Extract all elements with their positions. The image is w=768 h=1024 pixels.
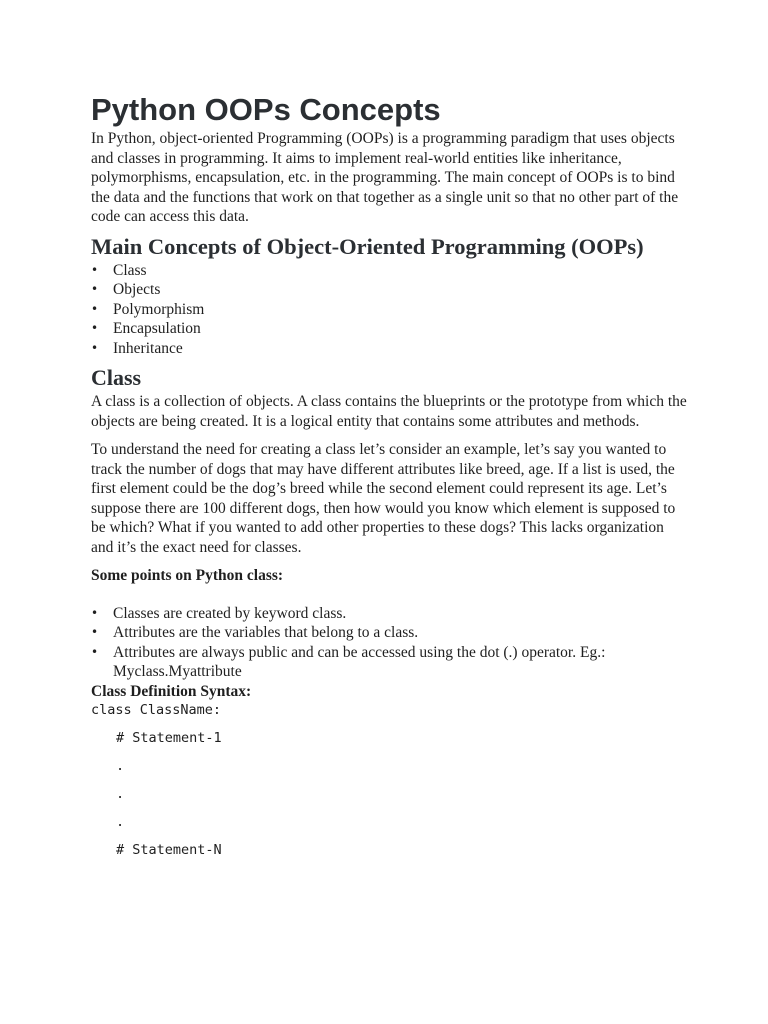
class-heading: Class [91, 365, 142, 390]
class-paragraph-2: To understand the need for creating a class let’s consider an example, let’s say you wanted to track the number of dogs that may have different attributes like breed, age. If a list is used, the first element could be the dog’s breed while the second element could represent its age. Let’s suppose there are 100 different dogs, then how would you know which element is supposed to be which? What if you wanted to add other properties to these dogs? This lacks organization and it’s the exact need for classes. [91, 441, 676, 556]
code-line: . [116, 757, 125, 774]
syntax-title: Class Definition Syntax: [91, 682, 252, 700]
main-concepts-heading: Main Concepts of Object-Oriented Programming (OOPs) [91, 233, 644, 259]
document-page [91, 92, 687, 860]
code-line: # Statement-N [116, 841, 222, 858]
intro-paragraph: In Python, object-oriented Programming (OOPs) is a programming paradigm that uses objects and classes in programming. It aims to implement real-world entities like inheritance, polymorphisms, encapsulation, etc. in the programming. The main concept of OOPs is to bind the data and the functions that work on that together as a single unit so that no other part of the code can access this data. [91, 130, 679, 225]
list-item: • Class [91, 261, 687, 281]
code-line: # Statement-1 [116, 729, 222, 746]
class-points-list [91, 604, 687, 682]
code-first-line: class ClassName: [91, 701, 222, 718]
code-line: . [116, 813, 125, 830]
list-item: • Encapsulation [91, 319, 687, 339]
main-concepts-list [91, 261, 687, 359]
list-item: • Objects [91, 280, 687, 300]
list-item: • Polymorphism [91, 300, 687, 320]
code-line: . [116, 785, 125, 802]
list-item: • Attributes are the variables that belong to a class. [91, 623, 687, 643]
points-title: Some points on Python class: [91, 567, 284, 584]
list-item: • Inheritance [91, 339, 687, 359]
list-item: • Attributes are always public and can be accessed using the dot (.) operator. Eg.: Myclass.Myattribute [91, 643, 687, 682]
list-item: • Classes are created by keyword class. [91, 604, 687, 624]
page-title: Python OOPs Concepts [91, 92, 441, 127]
class-paragraph-1: A class is a collection of objects. A class contains the blueprints or the prototype from which the objects are being created. It is a logical entity that contains some attributes and methods. [91, 393, 687, 430]
